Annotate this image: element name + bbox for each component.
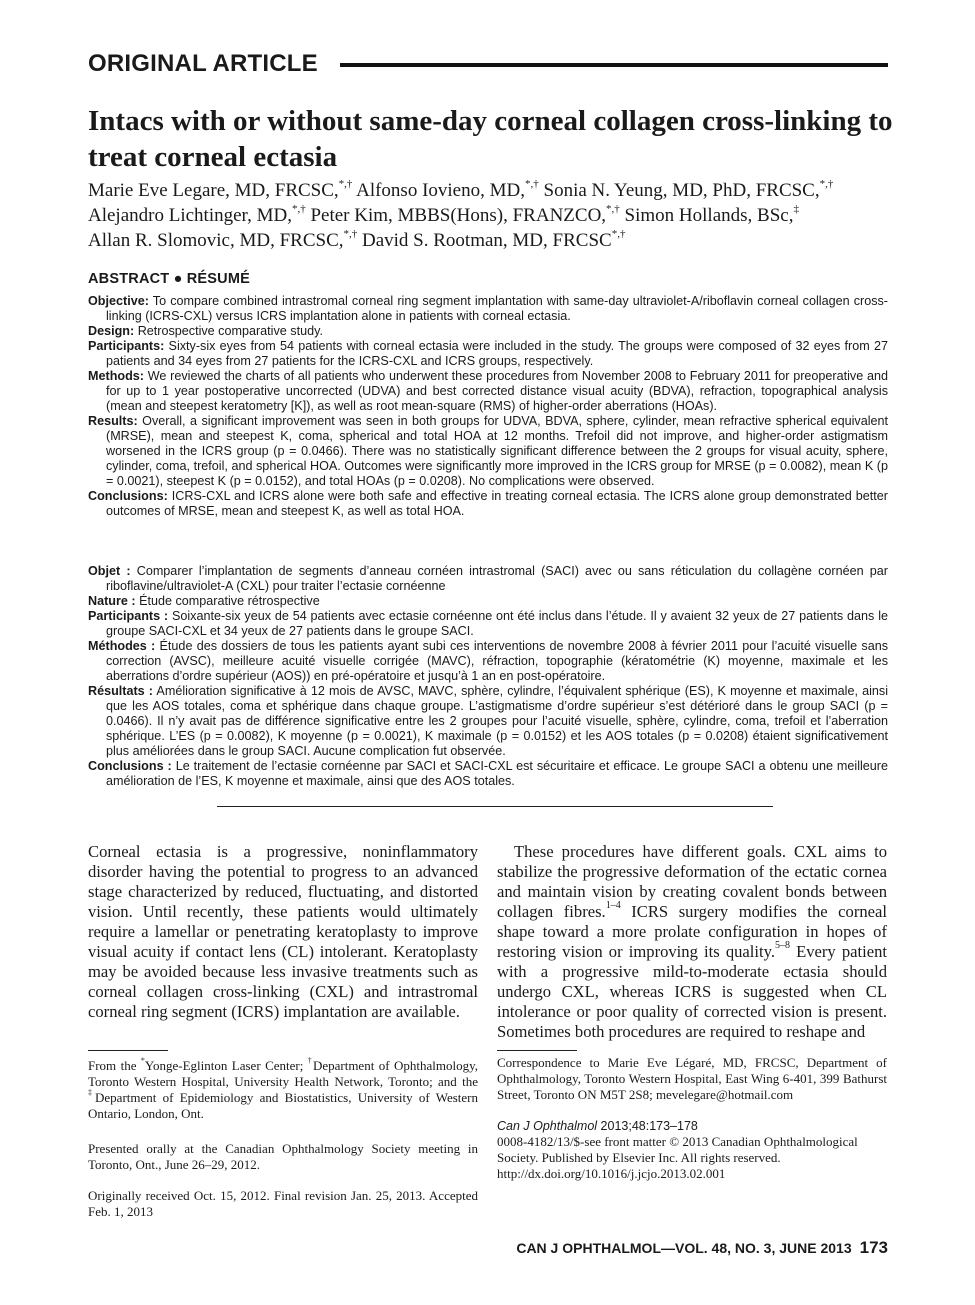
page-footer [510,1238,888,1258]
section-label: ORIGINAL ARTICLE [88,50,318,77]
abstract-english [88,294,888,519]
abstract-heading: ABSTRACT ● RÉSUMÉ [88,271,250,287]
footnote-rule [88,1050,168,1051]
author: Alfonso Iovieno, MD,*,† [356,177,539,201]
abstract-conclusions: Conclusions: ICRS-CXL and ICRS alone were both safe and effective in treating corneal ectasia. The ICRS alone group demonstrated better outcomes of MRSE, mean and steepest K, as well as total HOA. [88,489,888,518]
resume-conclusions: Conclusions : Le traitement de l’ectasie cornéenne par SACI et SACI-CXL est sécuritaire et efficace. Le groupe SACI a obtenu une meilleure amélioration de l’ES, K moyenne et maximale, ainsi que des AOS totales. [88,759,889,788]
author: Marie Eve Legare, MD, FRCSC,*,† [88,177,353,201]
copyright-note: 0008-4182/13/$-see front matter © 2013 Canadian Ophthalmological Society. Published by Elsevier Inc. All rights reserved. http://dx.doi.org/10.1016/j.jcjo.2013.02.001 [497,1134,858,1181]
resume-participants: Participants : Soixante-six yeux de 54 patients avec ectasie cornéenne ont été inclus dans l’étude. Il y avaient 32 yeux de 27 patients dans le groupe SACI-CXL et 34 yeux de 27 patients dans le groupe SACI. [88,609,888,638]
abstract-methods: Methods: We reviewed the charts of all patients who underwent these procedures from November 2008 to February 2011 for preoperative and for up to 1 year postoperative uncorrected (UDVA) and best corrected distance visual acuity (BDVA), refraction, topographical analysis (mean and steepest keratometry [K]), as well as root mean-square (RMS) of higher-order aberrations (HOAs). [88,369,888,413]
section-rule [340,63,888,67]
abstract-french [88,564,888,789]
author: Sonia N. Yeung, MD, PhD, FRCSC,*,† [543,177,834,201]
resume-objet: Objet : Comparer l’implantation de segments d’anneau cornéen intrastromal (SACI) avec ou sans réticulation du collagène cornéen par riboflavine/ultraviolet-A (CXL) pour traiter l’ectasie cornéenne [88,564,888,593]
resume-methodes: Méthodes : Étude des dossiers de tous les patients ayant subi ces interventions de novembre 2008 à février 2011 pour l’acuité visuelle sans correction (AVSC), meilleure acuité visuelle corrigée (MAVC), réfraction, topographie (kératométrie (K) moyenne, maximale et les aberrations d’ordre supérieur (AOS)) en pré-opératoire et jusqu’à 1 an en post-opératoire. [88,639,889,683]
resume-resultats: Résultats : Amélioration significative à 12 mois de AVSC, MAVC, sphère, cylindre, l’équivalent sphérique (ES), K moyenne et maximale, ainsi que les AOS totales, coma et sphérique dans chaque groupe. L’astigmatisme d’ordre supérieur s’est détérioré dans le group SACI (p = 0.0466). Il n’y avait pas de différence significative entre les 2 groupes pour l’acuité visuelle, sphère, cylindre, coma, trefoil et l’aberration sphérique. L’ES (p = 0.0082), K moyenne (p = 0.0021), K maximale (p = 0.0152) et les AOS totales (p = 0.0208) étaient significativement plus améliorées dans le group SACI. Aucune complication fut observée. [88,684,888,758]
body-text-right: These procedures have different goals. CXL aims to stabilize the progressive deformation of the ectatic cornea and maintain vision by creating covalent bonds between collagen fibres.$^{1-4}$ ICRS surgery modifies the corneal shape toward a more prolate configuration in hopes of restoring vision or improving its quality.$^{5-8}$ Every patient with a progressive mild-to-moderate ectasia should undergo CXL, whereas ICRS is suggested when CL intolerance or poor quality of corrected vision is present. Sometimes both procedures are required to reshape and [497,842,888,1041]
citation-ref[interactable]: 1–4 [605,900,621,912]
citation-ref[interactable]: 5–8 [774,940,790,952]
page-number: 173 [859,1238,888,1257]
author: Simon Hollands, BSc,‡ [624,202,799,226]
received-note: Originally received Oct. 15, 2012. Final revision Jan. 25, 2013. Accepted Feb. 1, 2013 [88,1188,478,1219]
abstract-objective: Objective: To compare combined intrastromal corneal ring segment implantation with same-day ultraviolet-A/riboflavin corneal collagen cross-linking (ICRS-CXL) versus ICRS implantation alone in patients with corneal ectasia. [88,294,888,323]
author: David S. Rootman, MD, FRCSC*,† [362,227,626,251]
abstract-divider [217,806,773,807]
abstract-results: Results: Overall, a significant improvement was seen in both groups for UDVA, BDVA, sphere, cylinder, mean refractive spherical equivalent (MRSE), mean and steepest K, coma, spherical and total HOA at 12 months. Trefoil did not improve, and higher-order astigmatism worsened in the ICRS group (p = 0.0466). There was no statistically significant difference between the 2 groups for visual acuity, sphere, cylinder, coma, trefoil, and spherical HOA. Outcomes were significantly more improved in the ICRS group for MRSE (p = 0.0082), mean K (p = 0.0021), steepest K (p = 0.0152), and total HOAs (p = 0.0208). No complications were observed. [88,414,889,488]
abstract-design: Design: Retrospective comparative study. [88,324,323,338]
author-list [88,178,893,253]
article-title: Intacs with or without same-day corneal collagen cross-linking to treat corneal ectasia [88,105,893,173]
author: Alejandro Lichtinger, MD,*,† [88,202,306,226]
presented-note: Presented orally at the Canadian Ophthalmology Society meeting in Toronto, Ont., June 26–29, 2012. [88,1141,478,1172]
author: Allan R. Slomovic, MD, FRCSC,*,† [88,227,358,251]
citation-line: Can J Ophthalmol 2013;48:173–178 [497,1119,698,1133]
author: Peter Kim, MBBS(Hons), FRANZCO,*,† [310,202,620,226]
resume-nature: Nature : Étude comparative rétrospective [88,594,320,608]
correspondence-note: Correspondence to Marie Eve Légaré, MD, FRCSC, Department of Ophthalmology, Toronto Western Hospital, East Wing 6-401, 399 Bathurst Street, Toronto ON M5T 2S8; mevelegare@hotmail.com [497,1055,887,1102]
abstract-participants: Participants: Sixty-six eyes from 54 patients with corneal ectasia were included in the study. The groups were composed of 32 eyes from 27 patients and 34 eyes from 27 patients for the ICRS-CXL and ICRS groups, respectively. [88,339,888,368]
body-text-left: Corneal ectasia is a progressive, noninflammatory disorder having the potential to progress to an advanced stage characterized by reduced, fluctuating, and distorted vision. Until recently, these patients would ultimately require a lamellar or penetrating keratoplasty to improve visual acuity if contact lens (CL) intolerant. Keratoplasty may be avoided because less invasive treatments such as corneal collagen cross-linking (CXL) and intrastromal corneal ring segment (ICRS) implantation are available. [88,842,478,1021]
affiliations-note: From the *Yonge-Eglinton Laser Center; †Department of Ophthalmology, Toronto Western Hospital, University Health Network, Toronto; and the ‡Department of Epidemiology and Biostatistics, University of Western Ontario, London, Ont. [88,1055,478,1121]
footer-journal: CAN J OPHTHALMOL—VOL. 48, NO. 3, JUNE 2013 [516,1240,852,1256]
footnote-rule [497,1050,577,1051]
